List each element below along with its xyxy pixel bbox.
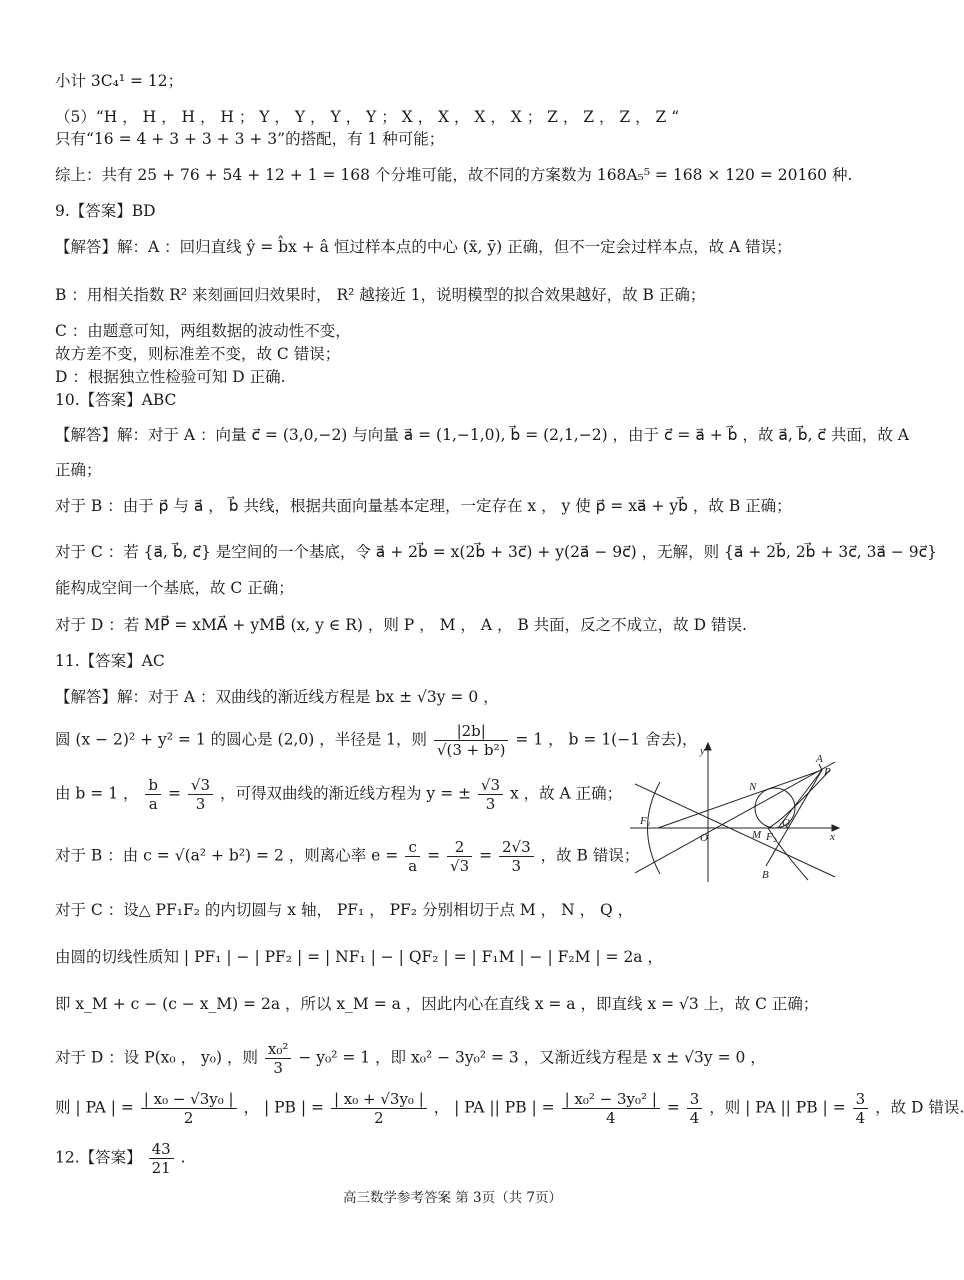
denominator: √(3 + b²) [436, 741, 506, 759]
asymptote-2 [635, 762, 835, 873]
text: 由 b = 1 ， [55, 784, 139, 803]
text: 圆 (x − 2)² + y² = 1 的圆心是 (2,0) ，半径是 1，则 [55, 730, 428, 749]
q9-solution-c1: C ：由题意可知，两组数据的波动性不变， [55, 322, 351, 340]
denominator: √3 [450, 857, 470, 875]
q11-solution-c3: 即 x_M + c − (c − x_M) = 2a ，所以 x_M = a ，因此内心在直线 x = a ，即直线 x = √3 上，故 C 正确； [55, 995, 819, 1013]
hyperbola-figure [630, 742, 845, 887]
text: 对于 B ：由 c = √(a² + b²) = 2 ，则离心率 e = [55, 846, 399, 865]
numerator: | x₀ + √3y₀ | [331, 1090, 427, 1109]
label-P: P [824, 766, 831, 778]
text: ，故 D 错误. [875, 1098, 964, 1117]
numerator: 3 [853, 1090, 869, 1109]
denominator: 2 [374, 1109, 384, 1127]
line-case5: （5）“H ， H ， H ， H ； Y ， Y ， Y ， Y ； X ， X ， X ， X ； Z ， Z ， Z ， Z “ [55, 108, 680, 126]
line-only-one: 只有“16 = 4 + 3 + 3 + 3 + 3”的搭配，有 1 种可能； [55, 130, 445, 148]
text: 对于 D ：设 P(x₀ ， y₀) ，则 [55, 1048, 258, 1067]
text: = [167, 784, 181, 803]
q11-answer: 11.【答案】AC [55, 652, 165, 670]
text: = 1 ， b = 1(−1 舍去)， [515, 730, 698, 749]
label-M: M [752, 829, 762, 841]
text: 则 | PA | = [55, 1098, 134, 1117]
asymptote-1 [635, 784, 835, 877]
denominator: 3 [511, 857, 522, 875]
denominator: a [148, 795, 158, 813]
numerator: | x₀² − 3y₀² | [562, 1090, 660, 1109]
label-Q: Q [782, 817, 790, 829]
text: = [479, 846, 493, 865]
label-A: A [816, 753, 823, 765]
q12-answer [55, 1140, 186, 1177]
q9-answer: 9.【答案】BD [55, 202, 156, 220]
denominator: 3 [195, 795, 206, 813]
q10-solution-c1: 对于 C ：若 {a⃗, b⃗, c⃗} 是空间的一个基底，令 a⃗ + 2b⃗ = x(2b⃗ + 3c⃗) + y(2a⃗ − 9c⃗) ，无解，则 {a⃗ + 2b⃗, 2b⃗ + 3c⃗, 3a⃗ − 9c⃗} [55, 543, 938, 561]
q11-solution-a1: 【解答】解：对于 A ：双曲线的渐近线方程是 bx ± √3y = 0 ， [55, 688, 499, 706]
q9-solution-d: D ：根据独立性检验可知 D 正确. [55, 368, 286, 386]
q11-solution-d1 [55, 1040, 766, 1077]
line-PF1 [658, 770, 822, 828]
numerator: 43 [149, 1140, 174, 1159]
numerator: b [145, 776, 161, 795]
label-O: O [700, 832, 708, 844]
numerator: |2b| [434, 722, 509, 741]
text: ， | PA || PB | = [433, 1098, 555, 1117]
text: ，故 B 错误； [540, 846, 640, 865]
fraction [447, 838, 472, 875]
numerator: x₀² [265, 1040, 292, 1059]
text: 12.【答案】 [55, 1148, 142, 1167]
label-N: N [749, 781, 757, 793]
q10-solution-a2: 正确； [55, 461, 102, 479]
fraction [141, 1090, 237, 1127]
fraction [687, 1090, 703, 1127]
label-y: y [700, 745, 705, 757]
q9-solution-a: 【解答】解：A ：回归直线 ŷ = b̂x + â 恒过样本点的中心 (x̄, ȳ) 正确，但不一定会过样本点，故 A 错误； [55, 238, 792, 256]
fraction [331, 1090, 427, 1127]
numerator: √3 [188, 776, 213, 795]
numerator: 3 [687, 1090, 703, 1109]
fraction [149, 1140, 174, 1177]
q10-solution-c2: 能构成空间一个基底，故 C 正确； [55, 579, 294, 597]
page-footer: 高三数学参考答案 第 3页（共 7页） [342, 1190, 563, 1206]
q11-solution-c1: 对于 C ：设△ PF₁F₂ 的内切圆与 x 轴， PF₁ ， PF₂ 分别相切于点 M ， N ， Q ， [55, 901, 634, 919]
hyperbola-right-branch [768, 770, 830, 880]
fraction [145, 776, 161, 813]
fraction [188, 776, 213, 813]
numerator: √3 [478, 776, 503, 795]
denominator: 4 [689, 1109, 700, 1127]
text: ，则 | PA || PB | = [709, 1098, 846, 1117]
denominator: 21 [151, 1159, 171, 1177]
label-F2: F₂ [766, 831, 777, 843]
q9-solution-b: B ：用相关指数 R² 来刻画回归效果时， R² 越接近 1，说明模型的拟合效果越好，故 B 正确； [55, 286, 706, 304]
denominator: 4 [605, 1109, 616, 1127]
q11-solution-d2 [55, 1090, 964, 1127]
denominator: 2 [183, 1109, 194, 1127]
q11-solution-a2 [55, 722, 698, 759]
q10-solution-d: 对于 D ：若 MP⃗ = xMA⃗ + yMB⃗ (x, y ∈ R) ，则 P ， M ， A ， B 共面，反之不成立，故 D 错误. [55, 616, 747, 634]
text: . [180, 1148, 186, 1167]
denominator: 4 [855, 1109, 866, 1127]
fraction [853, 1090, 869, 1127]
fraction [434, 722, 509, 759]
label-F1: F₁ [640, 815, 651, 827]
line-subtotal: 小计 3C₄¹ = 12； [55, 72, 184, 90]
text: = [427, 846, 441, 865]
label-B: B [762, 869, 769, 881]
fraction [265, 1040, 292, 1077]
q10-solution-b: 对于 B ：由于 p⃗ 与 a⃗ ， b⃗ 共线，根据共面向量基本定理，一定存在 x ， y 使 p⃗ = xa⃗ + yb⃗ ，故 B 正确； [55, 497, 792, 515]
q10-answer: 10.【答案】ABC [55, 391, 177, 409]
q10-solution-a1: 【解答】解：对于 A ：向量 c⃗ = (3,0,−2) 与向量 a⃗ = (1,−1,0), b⃗ = (2,1,−2) ，由于 c⃗ = a⃗ + b⃗ ，故 a⃗, b⃗, c⃗ 共面，故 A [55, 426, 909, 444]
numerator: 2√3 [499, 838, 534, 857]
fraction [562, 1090, 660, 1127]
text: − y₀² = 1 ，即 x₀² − 3y₀² = 3 ，又渐近线方程是 x ± √3y = 0 ， [298, 1048, 766, 1067]
denominator: a [408, 857, 418, 875]
text: ，可得双曲线的渐近线方程为 y = ± [219, 784, 471, 803]
numerator: c [405, 838, 420, 857]
q11-solution-a3 [55, 776, 622, 813]
q9-solution-c2: 故方差不变，则标准差不变，故 C 错误； [55, 345, 341, 363]
denominator: 3 [273, 1059, 283, 1077]
fraction [499, 838, 534, 875]
line-summary: 综上：共有 25 + 76 + 54 + 12 + 1 = 168 个分堆可能，故不同的方案数为 168A₅⁵ = 168 × 120 = 20160 种. [55, 166, 853, 184]
text: = [666, 1098, 680, 1117]
q11-solution-c2: 由圆的切线性质知 | PF₁ | − | PF₂ | = | NF₁ | − | QF₂ | = | F₁M | − | F₂M | = 2a ， [55, 948, 663, 966]
denominator: 3 [485, 795, 496, 813]
text: x ，故 A 正确； [509, 784, 623, 803]
numerator: 2 [447, 838, 472, 857]
q11-solution-b [55, 838, 639, 875]
text: ， | PB | = [243, 1098, 324, 1117]
fraction [478, 776, 503, 813]
fraction [405, 838, 420, 875]
label-x: x [830, 831, 835, 843]
y-axis-arrow [705, 743, 711, 750]
numerator: | x₀ − √3y₀ | [141, 1090, 237, 1109]
